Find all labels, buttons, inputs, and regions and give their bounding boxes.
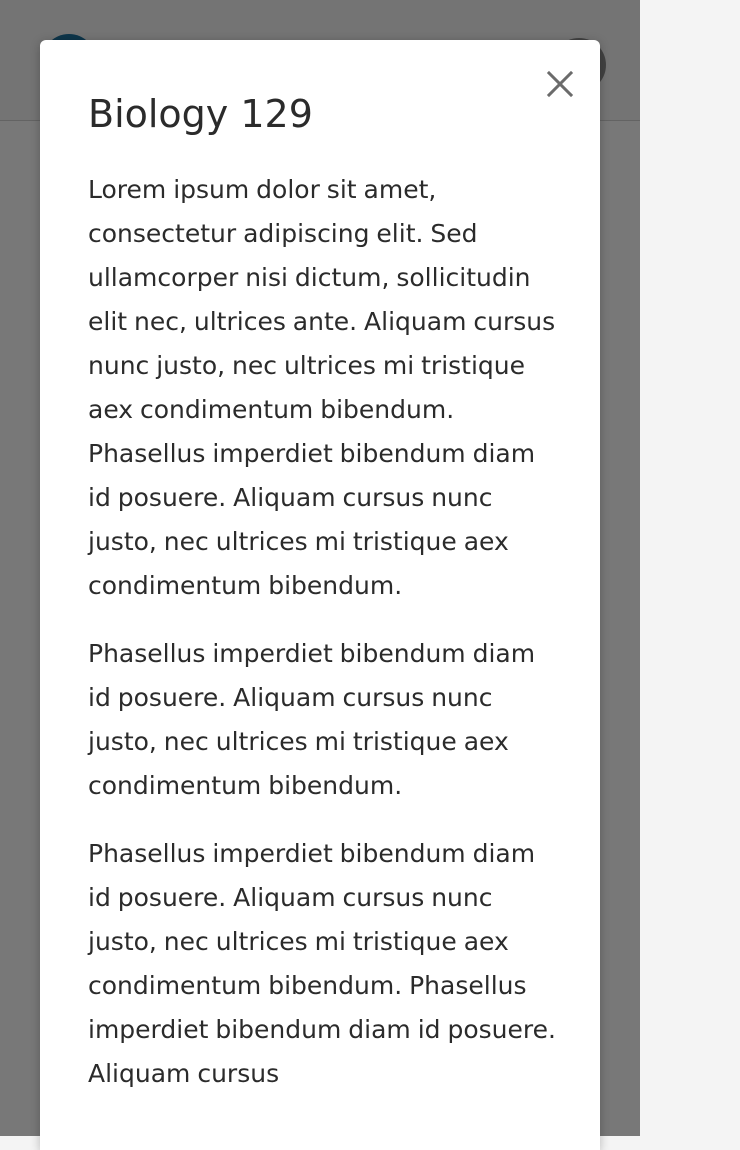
close-button[interactable] [536, 60, 584, 108]
body-paragraph: Lorem ipsum dolor sit amet, consectetur adipiscing elit. Sed ullamcorper nisi dictum, sollicitudin elit nec, ultrices ante. Aliquam cursus nunc justo, nec ultrices mi tristique aex condimentum bibendum. Phasellus imperdiet bibendum diam id posuere. Aliquam cursus nunc justo, nec ultrices mi tristique aex condimentum bibendum. [88, 175, 556, 600]
modal-title: Biology 129 [88, 92, 313, 136]
body-paragraph: Phasellus imperdiet bibendum diam id posuere. Aliquam cursus nunc justo, nec ultrices mi tristique aex condimentum bibendum. [88, 639, 536, 800]
close-icon [546, 70, 574, 98]
body-paragraph: Phasellus imperdiet bibendum diam id posuere. Aliquam cursus nunc justo, nec ultrices mi tristique aex condimentum bibendum. Phasellus imperdiet bibendum diam id posuere. Aliquam cursus [88, 839, 556, 1088]
background-side-panel [640, 0, 740, 1136]
modal-dialog [40, 40, 600, 1150]
modal-body [88, 168, 558, 1120]
